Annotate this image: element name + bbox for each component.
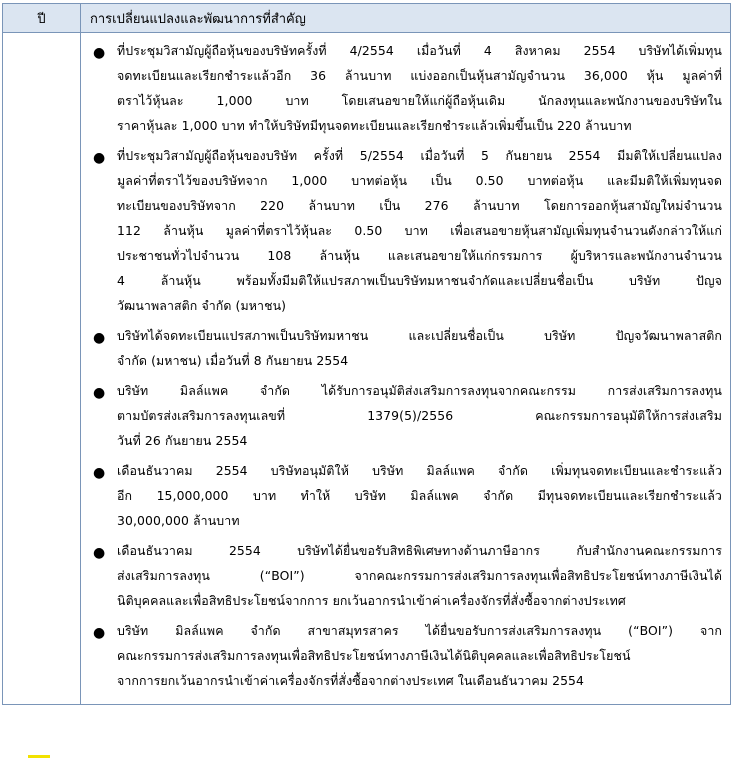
list-item xyxy=(81,618,722,693)
item-text-line: บริษัท มิลล์แพค จำกัด สาขาสมุทรสาคร ได้ยื่นขอรับการส่งเสริมการลงทุน (“BOI”) จาก xyxy=(117,623,722,638)
list-item xyxy=(81,538,722,613)
item-text-line: นิติบุคคลและเพื่อสิทธิประโยชน์จากการ ยกเว้นอากรนำเข้าค่าเครื่องจักรที่สั่งซื้อจากต่างประเทศ xyxy=(117,593,626,608)
item-text-line: เดือนธันวาคม 2554 บริษัทอนุมัติให้ บริษัท มิลล์แพค จำกัด เพิ่มทุนจดทะเบียนและชำระแล้ว xyxy=(117,463,722,478)
year-cell xyxy=(3,33,81,705)
item-text-line: ส่งเสริมการลงทุน (“BOI”) จากคณะกรรมการส่งเสริมการลงทุนเพื่อสิทธิประโยชน์ทางภาษีเงินได้ xyxy=(117,568,722,583)
item-text-line: ราคาหุ้นละ 1,000 บาท ทำให้บริษัทมีทุนจดทะเบียนและเรียกชำระแล้วเพิ่มขึ้นเป็น 220 ล้านบาท xyxy=(117,118,632,133)
bullet-icon: ● xyxy=(93,330,106,346)
item-text-line: บริษัท มิลล์แพค จำกัด ได้รับการอนุมัติส่งเสริมการลงทุนจากคณะกรรม การส่งเสริมการลงทุน xyxy=(117,383,722,398)
bullet-icon: ● xyxy=(93,465,106,481)
changes-cell xyxy=(81,33,731,705)
history-table xyxy=(2,3,731,705)
item-text-line: มูลค่าที่ตราไว้ของบริษัทจาก 1,000 บาทต่อหุ้น เป็น 0.50 บาทต่อหุ้น และมีมติให้เพิ่มทุนจด xyxy=(117,173,722,188)
item-text-line: เดือนธันวาคม 2554 บริษัทได้ยื่นขอรับสิทธิพิเศษทางด้านภาษีอากร กับสำนักงานคณะกรรมการ xyxy=(117,543,722,558)
item-text-line: จากการยกเว้นอากรนำเข้าค่าเครื่องจักรที่สั่งซื้อจากต่างประเทศ ในเดือนธันวาคม 2554 xyxy=(117,673,585,688)
item-text-line: บริษัทได้จดทะเบียนแปรสภาพเป็นบริษัทมหาชน และเปลี่ยนชื่อเป็น บริษัท ปัญจวัฒนาพลาสติก xyxy=(117,328,722,343)
bullet-icon: ● xyxy=(93,625,106,641)
bullet-icon: ● xyxy=(93,150,106,166)
item-text-line: จำกัด (มหาชน) เมื่อวันที่ 8 กันยายน 2554 xyxy=(117,353,349,368)
item-text-line: 112 ล้านหุ้น มูลค่าที่ตราไว้หุ้นละ 0.50 บาท เพื่อเสนอขายหุ้นสามัญเพิ่มทุนจำนวนดังกล่าวให้แก่ xyxy=(117,223,722,238)
item-text-line: ตราไว้หุ้นละ 1,000 บาท โดยเสนอขายให้แก่ผู้ถือหุ้นเดิม นักลงทุนและพนักงานของบริษัทใน xyxy=(117,93,722,108)
bullet-icon: ● xyxy=(93,385,106,401)
item-text-line: 4 ล้านหุ้น พร้อมทั้งมีมติให้แปรสภาพเป็นบริษัทมหาชนจำกัดและเปลี่ยนชื่อเป็น บริษัท ปัญจ xyxy=(117,273,722,288)
list-item xyxy=(81,378,722,453)
item-text-line: 30,000,000 ล้านบาท xyxy=(117,513,240,528)
item-text-line: คณะกรรมการส่งเสริมการลงทุนเพื่อสิทธิประโยชน์ทางภาษีเงินได้นิติบุคคลและเพื่อสิทธิประโยชน์ xyxy=(117,648,631,663)
item-text-line: อีก 15,000,000 บาท ทำให้ บริษัท มิลล์แพค จำกัด มีทุนจดทะเบียนและเรียกชำระแล้ว xyxy=(117,488,722,503)
item-text-line: ตามบัตรส่งเสริมการลงทุนเลขที่ 1379(5)/2556 คณะกรรมการอนุมัติให้การส่งเสริม xyxy=(117,408,722,423)
document-page xyxy=(2,3,731,755)
table-row xyxy=(3,33,731,705)
item-text-line: วันที่ 26 กันยายน 2554 xyxy=(117,433,248,448)
list-item xyxy=(81,323,722,373)
list-item xyxy=(81,458,722,533)
item-text-line: จดทะเบียนและเรียกชำระแล้วอีก 36 ล้านบาท แบ่งออกเป็นหุ้นสามัญจำนวน 36,000 หุ้น มูลค่าที่ xyxy=(117,68,722,83)
table-header-row xyxy=(3,4,731,33)
changes-column-header: การเปลี่ยนแปลงและพัฒนาการที่สำคัญ xyxy=(81,4,731,33)
year-column-header: ปี xyxy=(3,4,81,33)
item-text-line: ทะเบียนของบริษัทจาก 220 ล้านบาท เป็น 276 ล้านบาท โดยการออกหุ้นสามัญใหม่จำนวน xyxy=(117,198,722,213)
item-text-line: ประชาชนทั่วไปจำนวน 108 ล้านหุ้น และเสนอขายให้แก่กรรมการ ผู้บริหารและพนักงานจำนวน xyxy=(117,248,722,263)
list-item xyxy=(81,143,722,318)
bullet-icon: ● xyxy=(93,45,106,61)
item-text-line: ที่ประชุมวิสามัญผู้ถือหุ้นของบริษัทครั้งที่ 4/2554 เมื่อวันที่ 4 สิงหาคม 2554 บริษัทได้เพิ่มทุน xyxy=(117,43,722,58)
list-item xyxy=(81,38,722,138)
bullet-icon: ● xyxy=(93,545,106,561)
item-text-line: วัฒนาพลาสติก จำกัด (มหาชน) xyxy=(117,298,287,313)
item-text-line: ที่ประชุมวิสามัญผู้ถือหุ้นของบริษัท ครั้งที่ 5/2554 เมื่อวันที่ 5 กันยายน 2554 มีมติให้เปลี่ยนแปลง xyxy=(117,148,722,163)
changes-list xyxy=(81,38,722,693)
